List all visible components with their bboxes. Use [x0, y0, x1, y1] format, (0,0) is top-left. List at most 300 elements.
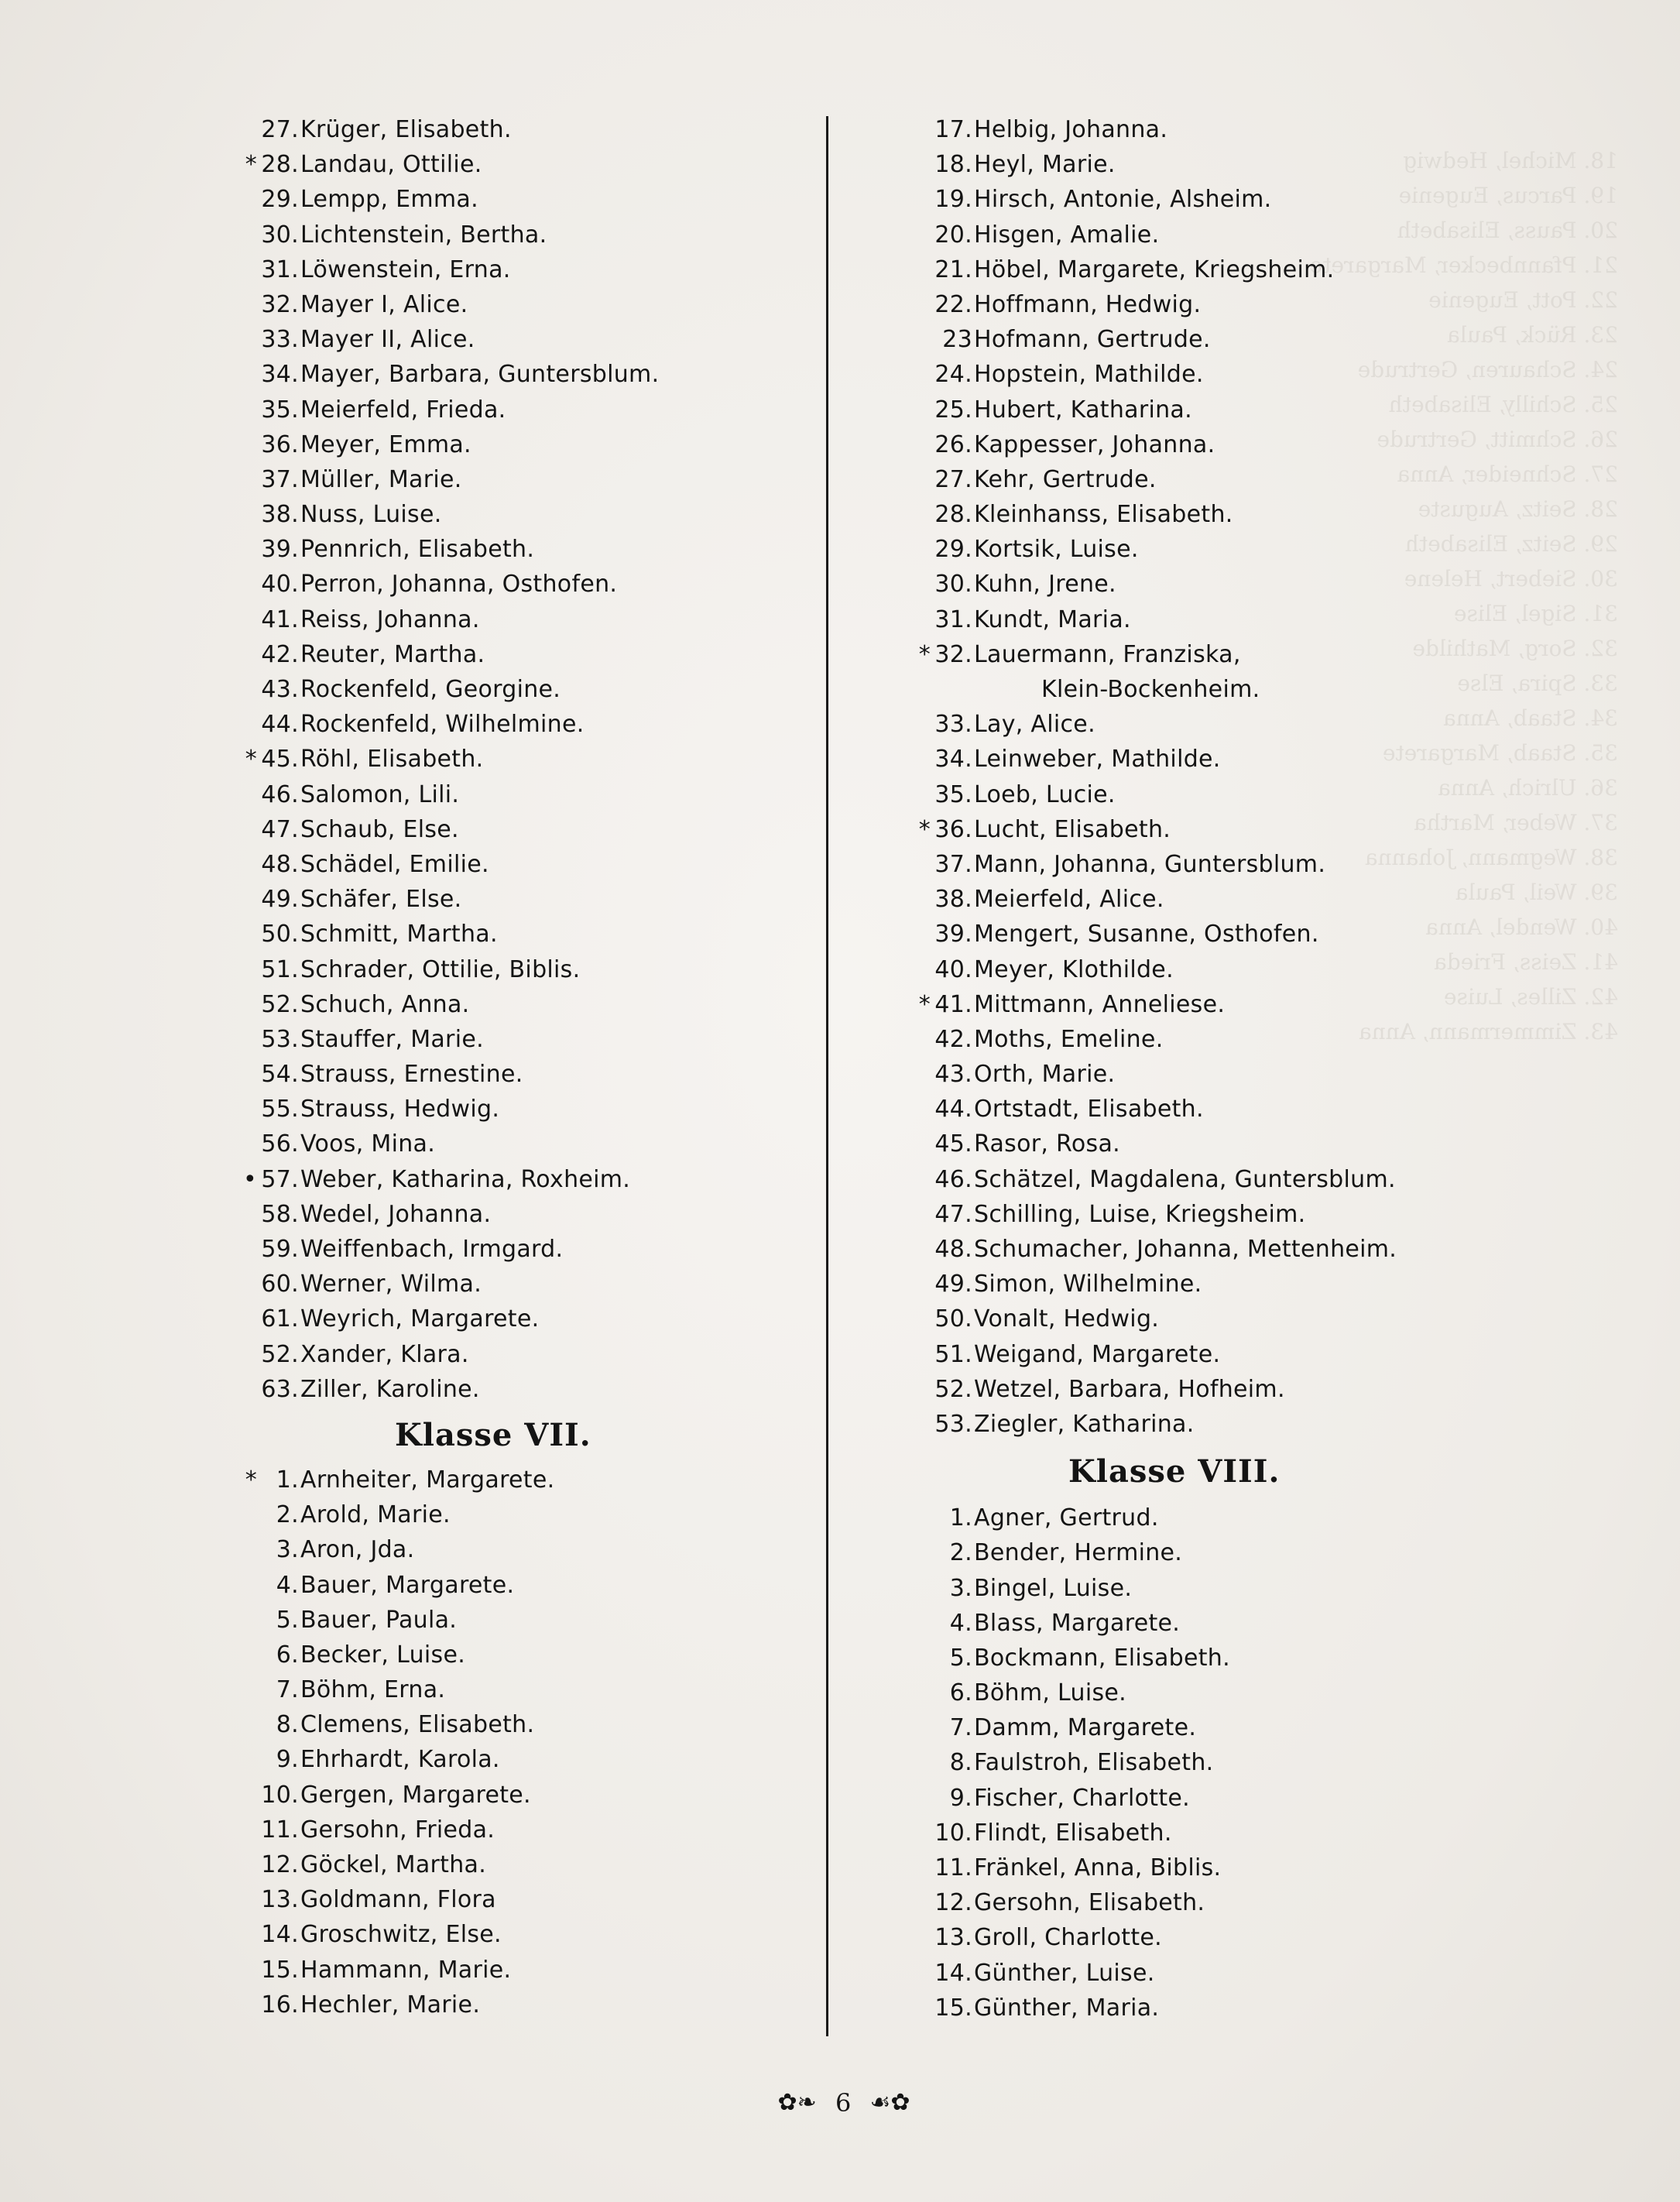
entry-name: Pennrich, Elisabeth. [300, 536, 535, 564]
entry-marker: * [918, 990, 931, 1018]
entry-number: 46. [934, 1165, 972, 1193]
page-number: 6 [835, 2087, 852, 2118]
list-item [240, 218, 813, 252]
list-item [914, 393, 1610, 427]
entry-name: Rasor, Rosa. [974, 1130, 1120, 1158]
entry-name: Schrader, Ottilie, Biblis. [300, 955, 581, 983]
entry-name: Xander, Klara. [300, 1340, 469, 1368]
entry-name: Kuhn, Jrene. [974, 571, 1116, 599]
list-item [240, 147, 813, 182]
entry-name: Ehrhardt, Karola. [300, 1746, 500, 1774]
entry-name: Bauer, Margarete. [300, 1571, 515, 1599]
entry-name: Simon, Wilhelmine. [974, 1271, 1202, 1298]
list-item [240, 1372, 813, 1407]
entry-number: 28. [934, 501, 972, 529]
entry-number: 15. [261, 1956, 299, 1984]
class-viii-list [914, 1501, 1610, 2025]
list-item [240, 1463, 813, 1497]
entry-name: Hisgen, Amalie. [974, 221, 1160, 249]
entry-name: Gergen, Margarete. [300, 1781, 531, 1809]
entry-name: Salomon, Lili. [300, 780, 460, 808]
entry-number: 52. [934, 1375, 972, 1403]
list-item [240, 812, 813, 847]
entry-number: 31. [261, 256, 299, 283]
entry-number: 11. [261, 1816, 299, 1844]
entry-name: Werner, Wilma. [300, 1271, 482, 1298]
list-item [914, 637, 1610, 672]
entry-number: 55. [261, 1096, 299, 1123]
entry-number: 17. [934, 116, 972, 143]
list-item [240, 1707, 813, 1742]
entry-number: 50. [934, 1305, 972, 1333]
list-item [240, 987, 813, 1022]
entry-number: 13. [261, 1886, 299, 1914]
entry-name: Landau, Ottilie. [300, 151, 482, 179]
list-item [240, 112, 813, 147]
list-item [914, 882, 1610, 917]
bleed-through-shadow: 18. Michel, Hedwig 19. Parcus, Eugenie 20. Pauss, Elisabeth 21. Pfannbecker, Margarete 22. Pott, Eugenie 23. Rück, Paula 24. Schauren, Gertrude 25. Schilly, Elisabeth 26. Schmitt, Gertrude 27. Schneider, Anna 28. Seitz, Auguste 29. Seitz, Elisabeth 30. Siebert, Helene 31. Sigel, Elise 32. Sorg, Mathilde 33. Spira, Else 34. Staab, Anna 35. Staab, Margarete 36. Ulrich, Anna 37. Weber, Martha 38. Wegmann, Johanna 39. Weil, Paula 40. Wendel, Anna 41. Zeiss, Frieda 42. Zilles, Luise 43. Zimmermann, Anna [1309, 148, 1618, 1044]
entry-name: Orth, Marie. [974, 1061, 1116, 1089]
entry-name: Agner, Gertrud. [974, 1504, 1159, 1532]
entry-name: Röhl, Elisabeth. [300, 746, 484, 773]
entry-number: 37. [934, 850, 972, 878]
entry-name: Faulstroh, Elisabeth. [974, 1749, 1214, 1777]
list-item [914, 287, 1610, 322]
list-item [914, 1337, 1610, 1372]
entry-number: 9. [949, 1784, 972, 1812]
entry-name: Helbig, Johanna. [974, 116, 1168, 143]
entry-name: Lay, Alice. [974, 711, 1095, 739]
entry-name: Hopstein, Mathilde. [974, 361, 1204, 389]
entry-number: 14. [934, 1959, 972, 1987]
entry-name: Vonalt, Hedwig. [974, 1305, 1160, 1333]
list-item [240, 1568, 813, 1603]
entry-number: 30. [934, 571, 972, 599]
entry-name: Schädel, Emilie. [300, 850, 489, 878]
entry-number: 36. [934, 815, 972, 843]
list-item [914, 812, 1610, 847]
list-item [914, 847, 1610, 882]
list-item [240, 952, 813, 987]
entry-number: 61. [261, 1305, 299, 1333]
entry-number: 58. [261, 1200, 299, 1228]
list-item [914, 707, 1610, 742]
entry-name: Mayer I, Alice. [300, 290, 468, 318]
entry-number: 40. [934, 955, 972, 983]
entry-number: 43. [934, 1061, 972, 1089]
entry-name: Löwenstein, Erna. [300, 256, 511, 283]
entry-number: 7. [276, 1676, 299, 1704]
entry-name: Gersohn, Elisabeth. [974, 1889, 1205, 1917]
entry-number: 30. [261, 221, 299, 249]
entry-name: Hofmann, Gertrude. [974, 326, 1211, 354]
entry-number: 48. [934, 1236, 972, 1263]
entry-name: Flindt, Elisabeth. [974, 1819, 1172, 1847]
entry-number: 21. [934, 256, 972, 283]
entry-number: 18. [934, 151, 972, 179]
list-item [240, 1672, 813, 1707]
entry-number: 3. [949, 1574, 972, 1602]
entry-number: 5. [949, 1644, 972, 1672]
entry-name: Voos, Mina. [300, 1130, 436, 1158]
list-item [240, 1337, 813, 1372]
entry-number: 35. [261, 396, 299, 424]
list-item [914, 1676, 1610, 1710]
entry-name: Aron, Jda. [300, 1536, 415, 1564]
list-item [240, 1267, 813, 1302]
entry-name: Günther, Luise. [974, 1959, 1155, 1987]
list-item [240, 742, 813, 777]
list-item [240, 567, 813, 602]
entry-number: 5. [276, 1606, 299, 1634]
entry-number: 52. [261, 990, 299, 1018]
list-item [240, 1057, 813, 1092]
entry-name: Weigand, Margarete. [974, 1340, 1221, 1368]
entry-name: Weyrich, Margarete. [300, 1305, 540, 1333]
entry-number: 50. [261, 921, 299, 948]
list-item [240, 322, 813, 357]
list-item [914, 1535, 1610, 1570]
entry-name: Goldmann, Flora [300, 1886, 496, 1914]
entry-number: 39. [261, 536, 299, 564]
list-item [240, 882, 813, 917]
entry-number: 46. [261, 780, 299, 808]
entry-number: 49. [934, 1271, 972, 1298]
entry-name: Schilling, Luise, Kriegsheim. [974, 1200, 1306, 1228]
list-item [240, 1232, 813, 1267]
list-item [240, 847, 813, 882]
list-item [240, 287, 813, 322]
entry-number: 44. [934, 1096, 972, 1123]
entry-name: Stauffer, Marie. [300, 1025, 484, 1053]
entry-number: 3. [276, 1536, 299, 1564]
list-item [914, 1022, 1610, 1057]
list-item [914, 1745, 1610, 1780]
entry-number: 31. [934, 605, 972, 633]
entry-name: Mann, Johanna, Guntersblum. [974, 850, 1326, 878]
entry-name: Bauer, Paula. [300, 1606, 458, 1634]
page-footer [751, 2086, 937, 2118]
list-item [914, 1571, 1610, 1606]
entry-name: Mayer II, Alice. [300, 326, 475, 354]
entry-name: Klein-Bockenheim. [1041, 676, 1260, 703]
entry-name: Weiffenbach, Irmgard. [300, 1236, 564, 1263]
list-item [914, 1501, 1610, 1535]
entry-number: 63. [261, 1375, 299, 1403]
list-item [914, 1092, 1610, 1127]
entry-name: Günther, Maria. [974, 1994, 1160, 2022]
list-item [240, 1988, 813, 2022]
list-item [240, 602, 813, 637]
entry-number: 9. [276, 1746, 299, 1774]
entry-name: Heyl, Marie. [974, 151, 1116, 179]
list-item [914, 532, 1610, 567]
list-item [914, 1057, 1610, 1092]
list-item [240, 532, 813, 567]
list-item [240, 427, 813, 462]
entry-number: 13. [934, 1924, 972, 1952]
entry-name: Kehr, Gertrude. [974, 465, 1157, 493]
list-item [914, 322, 1610, 357]
entry-number: 47. [934, 1200, 972, 1228]
entry-number: 57. [261, 1165, 299, 1193]
entry-number: 29. [934, 536, 972, 564]
entry-number: 45. [934, 1130, 972, 1158]
list-item [240, 182, 813, 217]
entry-name: Clemens, Elisabeth. [300, 1711, 535, 1739]
list-item [914, 1816, 1610, 1850]
entry-name: Reuter, Martha. [300, 640, 485, 668]
entry-number: 19. [934, 186, 972, 214]
entry-number: 37. [261, 465, 299, 493]
entry-number: 38. [934, 886, 972, 914]
entry-number: 51. [934, 1340, 972, 1368]
entry-name: Schäfer, Else. [300, 886, 462, 914]
list-item [240, 707, 813, 742]
entry-number: 29. [261, 186, 299, 214]
entry-number: 8. [276, 1711, 299, 1739]
section-heading-klasse-vii: Klasse VII. [395, 1416, 591, 1453]
entry-name: Bender, Hermine. [974, 1539, 1183, 1567]
list-item [240, 1162, 813, 1197]
entry-name: Strauss, Hedwig. [300, 1096, 500, 1123]
entry-number: 42. [934, 1025, 972, 1053]
entry-name: Hoffmann, Hedwig. [974, 290, 1202, 318]
entry-number: 26. [934, 430, 972, 458]
list-item [914, 1232, 1610, 1267]
entry-name: Schumacher, Johanna, Mettenheim. [974, 1236, 1397, 1263]
list-item [914, 987, 1610, 1022]
entry-number: 16. [261, 1991, 299, 2018]
entry-name: Reiss, Johanna. [300, 605, 480, 633]
entry-number: 60. [261, 1271, 299, 1298]
entry-name: Nuss, Luise. [300, 501, 442, 529]
list-item [240, 1092, 813, 1127]
entry-number: 48. [261, 850, 299, 878]
entry-name: Schaub, Else. [300, 815, 459, 843]
entry-name: Groschwitz, Else. [300, 1921, 502, 1949]
list-item [240, 252, 813, 287]
entry-number: 33. [261, 326, 299, 354]
list-item [914, 1407, 1610, 1442]
section-heading-klasse-viii: Klasse VIII. [1068, 1453, 1281, 1490]
entry-number: 6. [276, 1641, 299, 1669]
ornament-right-icon: ☙✿ [869, 2089, 910, 2116]
entry-number: 47. [261, 815, 299, 843]
list-item [240, 462, 813, 497]
entry-number: 39. [934, 921, 972, 948]
entry-name: Ortstadt, Elisabeth. [974, 1096, 1204, 1123]
list-item [914, 112, 1610, 147]
entry-name: Arnheiter, Margarete. [300, 1466, 555, 1494]
entry-number: 22. [934, 290, 972, 318]
entry-number: 53. [261, 1025, 299, 1053]
entry-number: 51. [261, 955, 299, 983]
entry-name: Lempp, Emma. [300, 186, 478, 214]
entry-number: 33. [934, 711, 972, 739]
entry-name: Schätzel, Magdalena, Guntersblum. [974, 1165, 1396, 1193]
entry-name: Moths, Emeline. [974, 1025, 1164, 1053]
entry-name: Bockmann, Elisabeth. [974, 1644, 1230, 1672]
entry-marker: • [243, 1165, 257, 1193]
list-item [914, 357, 1610, 392]
list-item [914, 1956, 1610, 1991]
entry-number: 4. [949, 1609, 972, 1637]
list-item [240, 357, 813, 392]
entry-number: 59. [261, 1236, 299, 1263]
class-vii-list-continued [914, 112, 1610, 1442]
entry-number: 10. [934, 1819, 972, 1847]
entry-number: 53. [934, 1410, 972, 1438]
entry-name: Strauss, Ernestine. [300, 1061, 523, 1089]
class-vi-list-continued [240, 112, 813, 1407]
entry-name: Hammann, Marie. [300, 1956, 512, 1984]
entry-number: 54. [261, 1061, 299, 1089]
ornament-left-icon: ✿❧ [777, 2089, 817, 2116]
list-item [240, 393, 813, 427]
entry-name: Fränkel, Anna, Biblis. [974, 1854, 1222, 1881]
class-vii-list [240, 1463, 813, 2022]
entry-name: Meierfeld, Frieda. [300, 396, 506, 424]
entry-number: 35. [934, 780, 972, 808]
list-item [914, 1162, 1610, 1197]
entry-name: Hechler, Marie. [300, 1991, 481, 2018]
list-item [240, 1197, 813, 1232]
list-item [914, 777, 1610, 812]
list-item [240, 1813, 813, 1847]
entry-name: Mengert, Susanne, Osthofen. [974, 921, 1319, 948]
list-item [240, 1917, 813, 1952]
entry-name: Fischer, Charlotte. [974, 1784, 1190, 1812]
list-item [914, 218, 1610, 252]
entry-number: 2. [949, 1539, 972, 1567]
list-item [914, 917, 1610, 952]
entry-name: Böhm, Erna. [300, 1676, 446, 1704]
entry-name: Rockenfeld, Wilhelmine. [300, 711, 585, 739]
entry-name: Kleinhanss, Elisabeth. [974, 501, 1233, 529]
list-item [240, 1022, 813, 1057]
list-item [240, 637, 813, 672]
entry-name: Wedel, Johanna. [300, 1200, 492, 1228]
entry-name: Schmitt, Martha. [300, 921, 498, 948]
list-item [914, 1302, 1610, 1336]
entry-number: 44. [261, 711, 299, 739]
entry-name: Kappesser, Johanna. [974, 430, 1215, 458]
list-item [240, 777, 813, 812]
entry-number: 20. [934, 221, 972, 249]
list-item [240, 1127, 813, 1161]
list-item [914, 1372, 1610, 1407]
entry-number: 24. [934, 361, 972, 389]
list-item [914, 147, 1610, 182]
entry-number: 7. [949, 1714, 972, 1742]
list-item [914, 1710, 1610, 1745]
list-item [240, 1302, 813, 1336]
entry-number: 27. [261, 116, 299, 143]
entry-number: 45. [261, 746, 299, 773]
entry-name: Hubert, Katharina. [974, 396, 1192, 424]
entry-number: 15. [934, 1994, 972, 2022]
list-item [914, 1127, 1610, 1161]
entry-number: 4. [276, 1571, 299, 1599]
entry-number: 34. [934, 746, 972, 773]
list-item [914, 742, 1610, 777]
entry-name: Groll, Charlotte. [974, 1924, 1163, 1952]
entry-name: Leinweber, Mathilde. [974, 746, 1221, 773]
entry-number: 43. [261, 676, 299, 703]
entry-name: Wetzel, Barbara, Hofheim. [974, 1375, 1285, 1403]
entry-number: 28. [261, 151, 299, 179]
list-item [914, 1850, 1610, 1885]
entry-number: 49. [261, 886, 299, 914]
entry-name: Meyer, Emma. [300, 430, 471, 458]
column-divider [826, 116, 828, 2036]
list-item [240, 1742, 813, 1777]
entry-number: 10. [261, 1781, 299, 1809]
entry-number: 38. [261, 501, 299, 529]
list-item [914, 567, 1610, 602]
entry-name: Kundt, Maria. [974, 605, 1131, 633]
entry-marker: * [245, 151, 257, 179]
entry-marker: * [245, 1466, 257, 1494]
entry-name: Göckel, Martha. [300, 1851, 487, 1878]
entry-number: 52. [261, 1340, 299, 1368]
list-item [914, 1197, 1610, 1232]
entry-name: Mayer, Barbara, Guntersblum. [300, 361, 660, 389]
list-item [914, 462, 1610, 497]
entry-number: 40. [261, 571, 299, 599]
entry-name: Meierfeld, Alice. [974, 886, 1164, 914]
entry-name: Krüger, Elisabeth. [300, 116, 512, 143]
list-item [914, 1641, 1610, 1676]
entry-number: 14. [261, 1921, 299, 1949]
list-item [240, 1882, 813, 1917]
list-item [914, 602, 1610, 637]
entry-name: Meyer, Klothilde. [974, 955, 1174, 983]
entry-name: Böhm, Luise. [974, 1679, 1127, 1707]
entry-number: 27. [934, 465, 972, 493]
entry-number: 1. [276, 1466, 299, 1494]
list-item [914, 252, 1610, 287]
list-item [914, 1606, 1610, 1641]
entry-number: 12. [261, 1851, 299, 1878]
entry-number: 56. [261, 1130, 299, 1158]
entry-name: Blass, Margarete. [974, 1609, 1181, 1637]
entry-number: 8. [949, 1749, 972, 1777]
entry-name: Lucht, Elisabeth. [974, 815, 1171, 843]
entry-name: Kortsik, Luise. [974, 536, 1139, 564]
entry-number: 42. [261, 640, 299, 668]
entry-name: Gersohn, Frieda. [300, 1816, 495, 1844]
entry-number: 11. [934, 1854, 972, 1881]
entry-number: 32. [934, 640, 972, 668]
list-item [240, 917, 813, 952]
entry-name: Höbel, Margarete, Kriegsheim. [974, 256, 1335, 283]
entry-number: 1. [949, 1504, 972, 1532]
entry-name: Loeb, Lucie. [974, 780, 1116, 808]
entry-number: 23 [942, 326, 972, 354]
list-item-continuation [914, 672, 1610, 707]
list-item [914, 1267, 1610, 1302]
entry-name: Hirsch, Antonie, Alsheim. [974, 186, 1272, 214]
list-item [240, 1497, 813, 1532]
list-item [240, 1953, 813, 1988]
entry-number: 41. [934, 990, 972, 1018]
entry-name: Damm, Margarete. [974, 1714, 1197, 1742]
list-item [240, 1778, 813, 1813]
entry-number: 41. [261, 605, 299, 633]
entry-marker: * [245, 746, 257, 773]
